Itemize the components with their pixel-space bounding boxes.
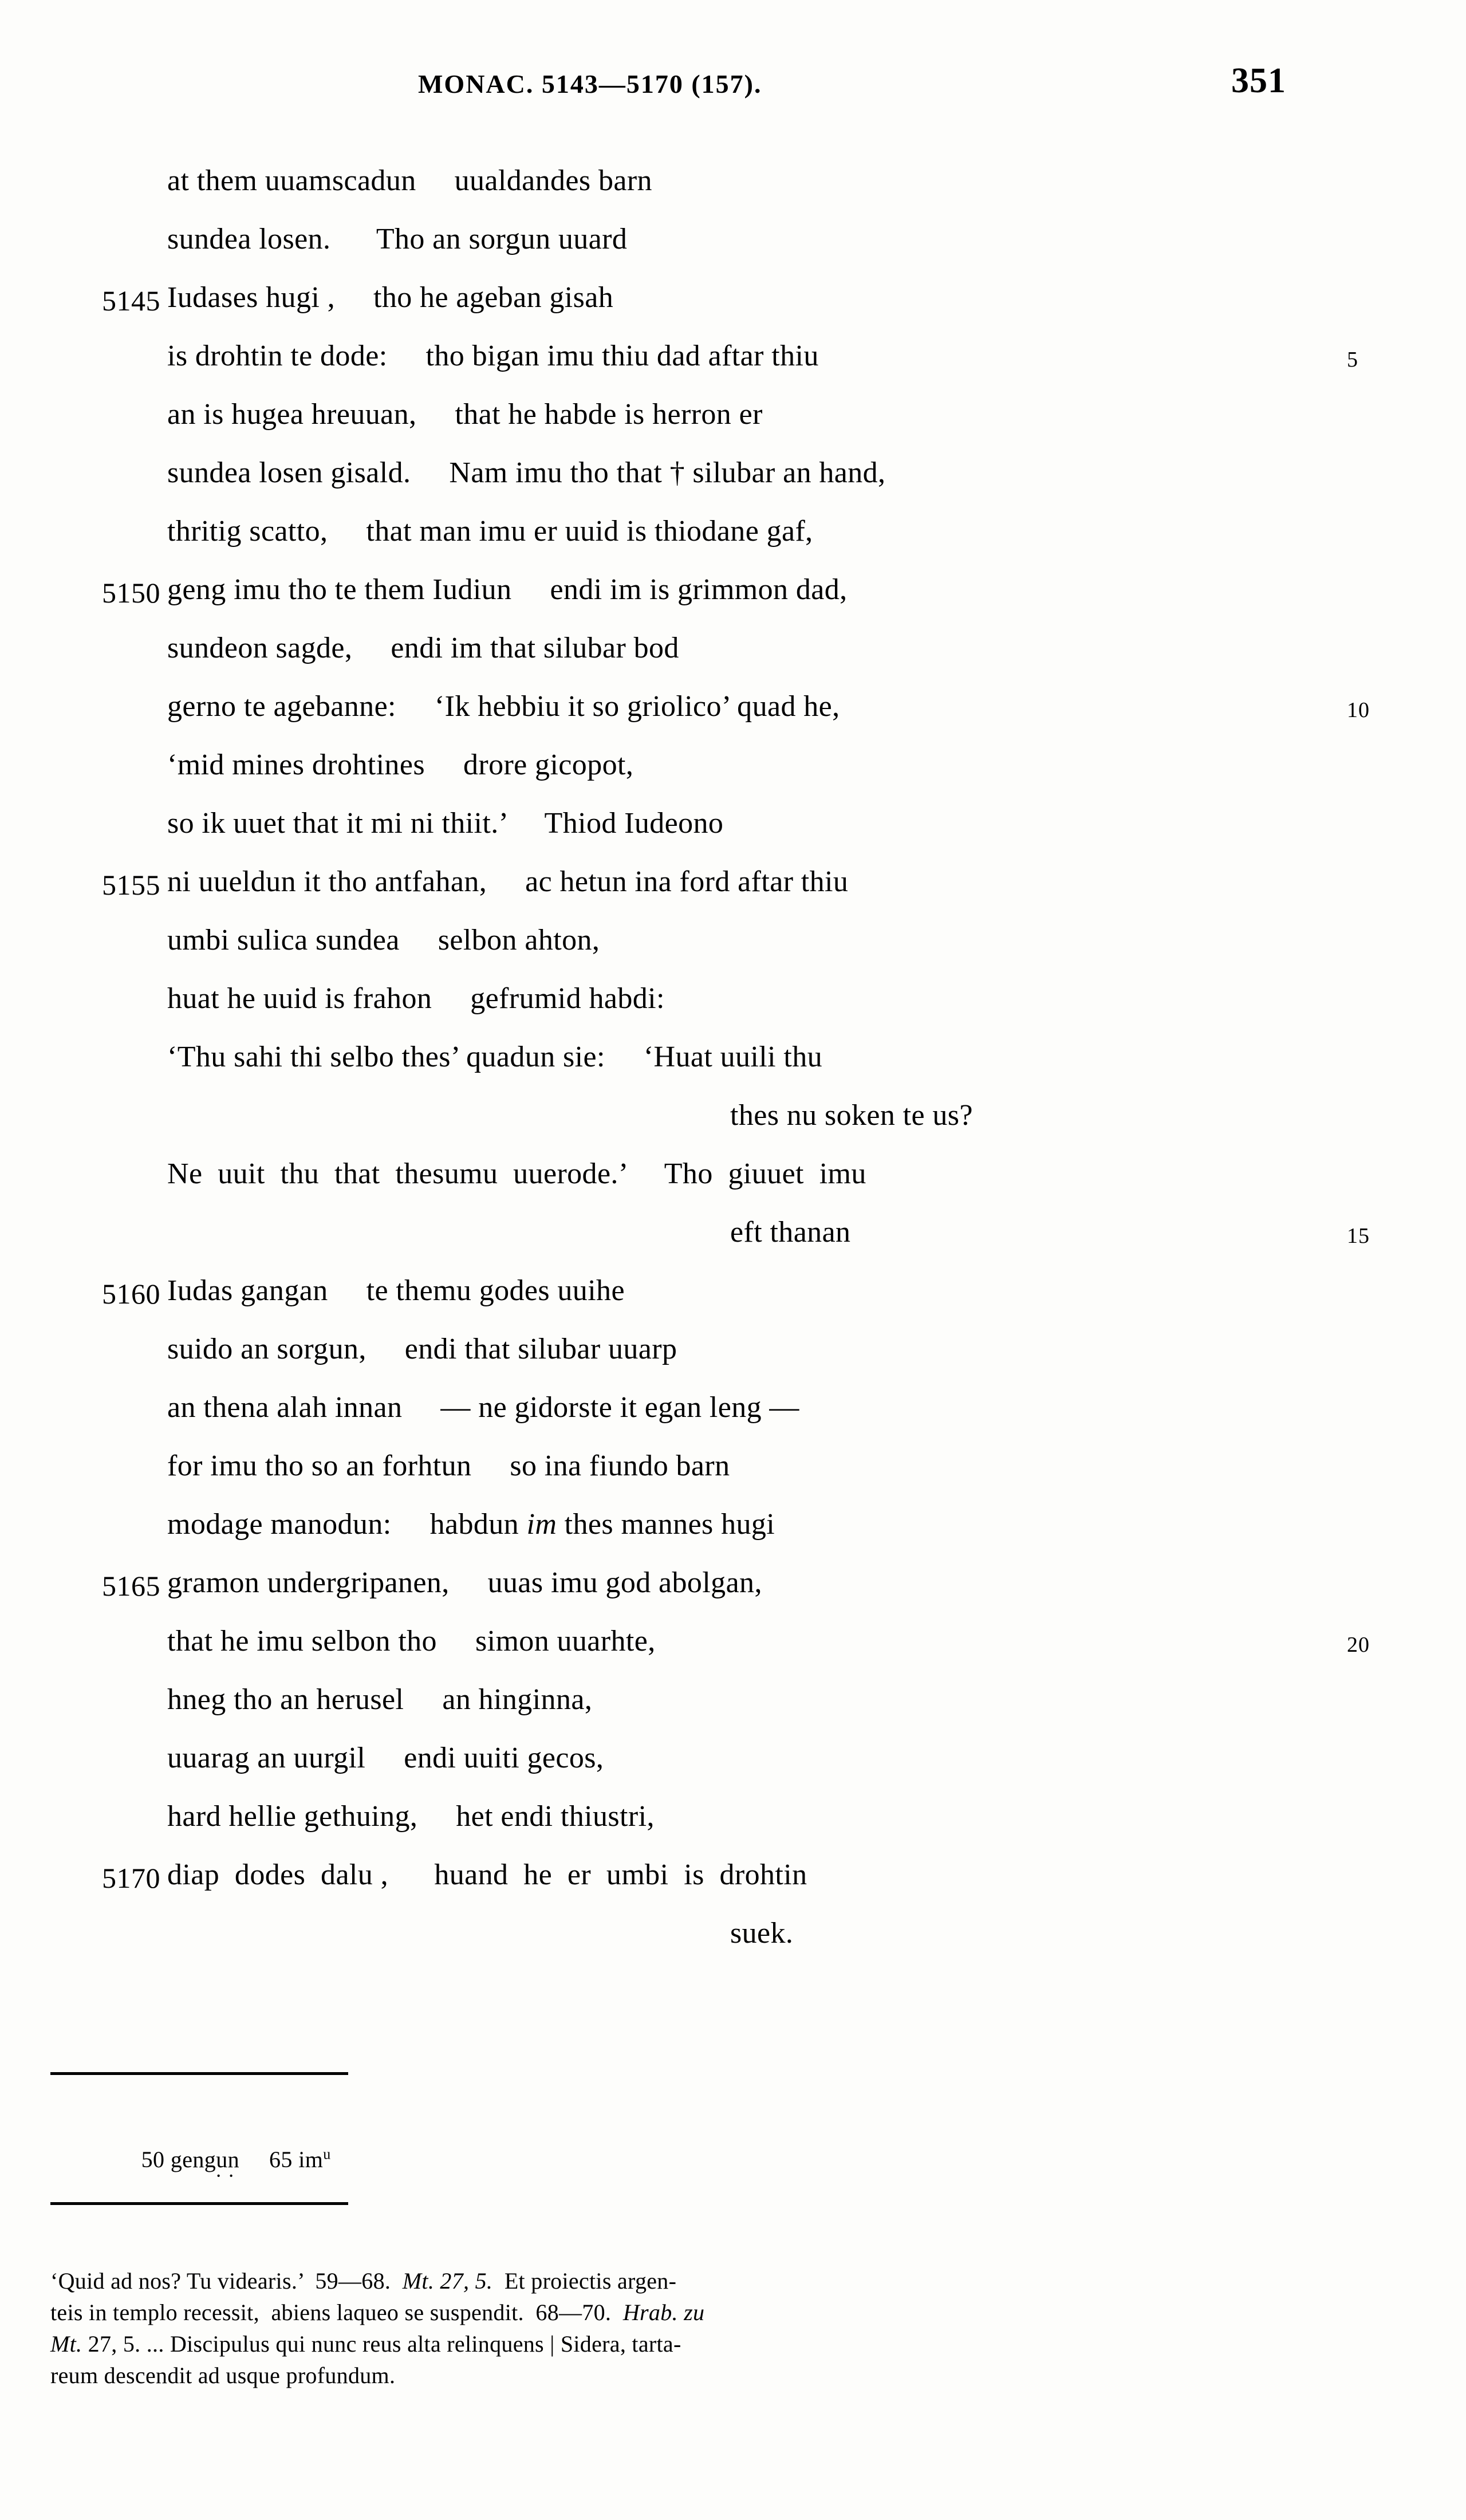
verse-line-number: 5155 bbox=[102, 869, 160, 901]
verse-line bbox=[0, 276, 1466, 334]
verse-line bbox=[0, 334, 1466, 393]
verse-line bbox=[0, 393, 1466, 451]
verse-line bbox=[0, 1328, 1466, 1386]
verse-line bbox=[0, 510, 1466, 568]
verse-line-text: uuarag an uurgil endi uuiti gecos, bbox=[167, 1742, 604, 1774]
verse-line-text: ni uueldun it tho antfahan, ac hetun ina ford aftar thiu bbox=[167, 865, 849, 898]
verse-line-text: thes nu soken te us? bbox=[730, 1099, 973, 1132]
verse-line-text: sundeon sagde, endi im that silubar bod bbox=[167, 632, 679, 664]
note-line: Mt. 27, 5. ... Discipulus qui nunc reus alta relinquens | Sidera, tarta- bbox=[50, 2331, 681, 2357]
verse-line bbox=[0, 1853, 1466, 1912]
verse-body bbox=[0, 159, 1466, 1970]
running-head bbox=[0, 61, 1466, 115]
verse-line-text: sundea losen gisald. Nam imu tho that † silubar an hand, bbox=[167, 456, 886, 489]
verse-line bbox=[0, 1620, 1466, 1678]
verse-line bbox=[0, 685, 1466, 743]
verse-line bbox=[0, 568, 1466, 627]
verse-line-number: 5150 bbox=[102, 577, 160, 609]
note-line: reum descendit ad usque profundum. bbox=[50, 2362, 396, 2388]
verse-line-text: Ne uuit thu that thesumu uuerode.’ Tho giuuet imu bbox=[167, 1157, 866, 1190]
note-line: teis in templo recessit, abiens laqueo se suspendit. 68—70. Hrab. zu bbox=[50, 2300, 705, 2325]
verse-line bbox=[0, 1094, 1466, 1152]
note-line: ‘Quid ad nos? Tu videaris.’ 59—68. Mt. 27, 5. Et proiectis argen- bbox=[50, 2268, 677, 2294]
margin-line-number: 20 bbox=[1347, 1633, 1370, 1657]
apparatus-entry-2-number: 65 bbox=[269, 2147, 293, 2172]
verse-line-text: hard hellie gethuing, het endi thiustri, bbox=[167, 1800, 655, 1833]
verse-line-text: is drohtin te dode: tho bigan imu thiu dad aftar thiu bbox=[167, 340, 819, 372]
apparatus-entry-1-word: geng bbox=[170, 2147, 216, 2172]
verse-line bbox=[0, 1561, 1466, 1620]
verse-line-text: umbi sulica sundea selbon ahton, bbox=[167, 924, 600, 956]
verse-line bbox=[0, 1444, 1466, 1503]
verse-line bbox=[0, 159, 1466, 218]
apparatus-entry-2-superscript: u bbox=[323, 2145, 331, 2163]
page-number: 351 bbox=[1231, 61, 1286, 100]
verse-line-text: ‘mid mines drohtines drore gicopot, bbox=[167, 749, 634, 781]
apparatus-entry-1-number: 50 bbox=[141, 2147, 165, 2172]
verse-line bbox=[0, 1678, 1466, 1737]
verse-line-text: sundea losen. Tho an sorgun uuard bbox=[167, 223, 628, 255]
running-head-title: MONAC. 5143—5170 (157). bbox=[418, 69, 762, 99]
verse-line bbox=[0, 1035, 1466, 1094]
verse-line bbox=[0, 1503, 1466, 1561]
margin-line-number: 5 bbox=[1347, 348, 1358, 372]
verse-line-number: 5160 bbox=[102, 1278, 160, 1310]
apparatus-entry-2-word: im bbox=[298, 2147, 324, 2172]
margin-line-number: 10 bbox=[1347, 698, 1370, 722]
verse-line-text: suido an sorgun, endi that silubar uuarp bbox=[167, 1333, 677, 1365]
italic-run: Hrab. zu bbox=[622, 2300, 705, 2325]
verse-line-text: diap dodes dalu , huand he er umbi is drohtin bbox=[167, 1858, 807, 1891]
verse-line bbox=[0, 1269, 1466, 1328]
apparatus-rule-top bbox=[50, 2072, 348, 2075]
verse-line-text: that he imu selbon tho simon uuarhte, bbox=[167, 1625, 656, 1657]
verse-line bbox=[0, 1152, 1466, 1211]
verse-line-text: suek. bbox=[730, 1917, 794, 1950]
verse-line-text: Iudases hugi , tho he ageban gisah bbox=[167, 281, 614, 314]
verse-line-text: hneg tho an herusel an hinginna, bbox=[167, 1683, 593, 1716]
verse-line-text: an thena alah innan — ne gidorste it egan leng — bbox=[167, 1391, 799, 1424]
italic-run: im bbox=[526, 1508, 557, 1541]
verse-line-text: gerno te agebanne: ‘Ik hebbiu it so griolico’ quad he, bbox=[167, 690, 840, 723]
verse-line-number: 5165 bbox=[102, 1570, 160, 1602]
apparatus-entry-1-underdotted: un ·· bbox=[216, 2147, 239, 2172]
apparatus-line bbox=[117, 2119, 331, 2200]
italic-run: Mt. 27, 5. bbox=[402, 2268, 493, 2294]
verse-line bbox=[0, 1211, 1466, 1269]
verse-line-text: gramon undergripanen, uuas imu god abolgan, bbox=[167, 1566, 762, 1599]
verse-line bbox=[0, 1386, 1466, 1444]
verse-line-text: an is hugea hreuuan, that he habde is herron er bbox=[167, 398, 763, 431]
verse-line-text: ‘Thu sahi thi selbo thes’ quadun sie: ‘Huat uuili thu bbox=[167, 1041, 822, 1073]
verse-line bbox=[0, 1912, 1466, 1970]
verse-line bbox=[0, 977, 1466, 1035]
notes-rule bbox=[50, 2202, 348, 2205]
verse-line-text: thritig scatto, that man imu er uuid is thiodane gaf, bbox=[167, 515, 813, 548]
verse-line bbox=[0, 802, 1466, 860]
verse-line bbox=[0, 627, 1466, 685]
verse-line-text: huat he uuid is frahon gefrumid habdi: bbox=[167, 982, 665, 1015]
margin-line-number: 15 bbox=[1347, 1224, 1370, 1248]
latin-notes bbox=[50, 2265, 1368, 2391]
verse-line bbox=[0, 451, 1466, 510]
verse-line bbox=[0, 860, 1466, 919]
verse-line-text: geng imu tho te them Iudiun endi im is grimmon dad, bbox=[167, 573, 848, 606]
verse-line-number: 5145 bbox=[102, 285, 160, 317]
verse-line-number: 5170 bbox=[102, 1862, 160, 1894]
verse-line-text: eft thanan bbox=[730, 1216, 851, 1249]
verse-line bbox=[0, 1737, 1466, 1795]
verse-line bbox=[0, 1795, 1466, 1853]
verse-line-text: so ik uuet that it mi ni thiit.’ Thiod Iudeono bbox=[167, 807, 724, 840]
verse-line bbox=[0, 743, 1466, 802]
verse-line-text: at them uuamscadun uualdandes barn bbox=[167, 164, 652, 197]
verse-line-text: Iudas gangan te themu godes uuihe bbox=[167, 1274, 625, 1307]
verse-line bbox=[0, 218, 1466, 276]
italic-run: Mt. bbox=[50, 2331, 82, 2357]
verse-line-text: modage manodun: habdun im thes mannes hugi bbox=[167, 1508, 775, 1541]
verse-line-text: for imu tho so an forhtun so ina fiundo barn bbox=[167, 1450, 730, 1482]
verse-line bbox=[0, 919, 1466, 977]
